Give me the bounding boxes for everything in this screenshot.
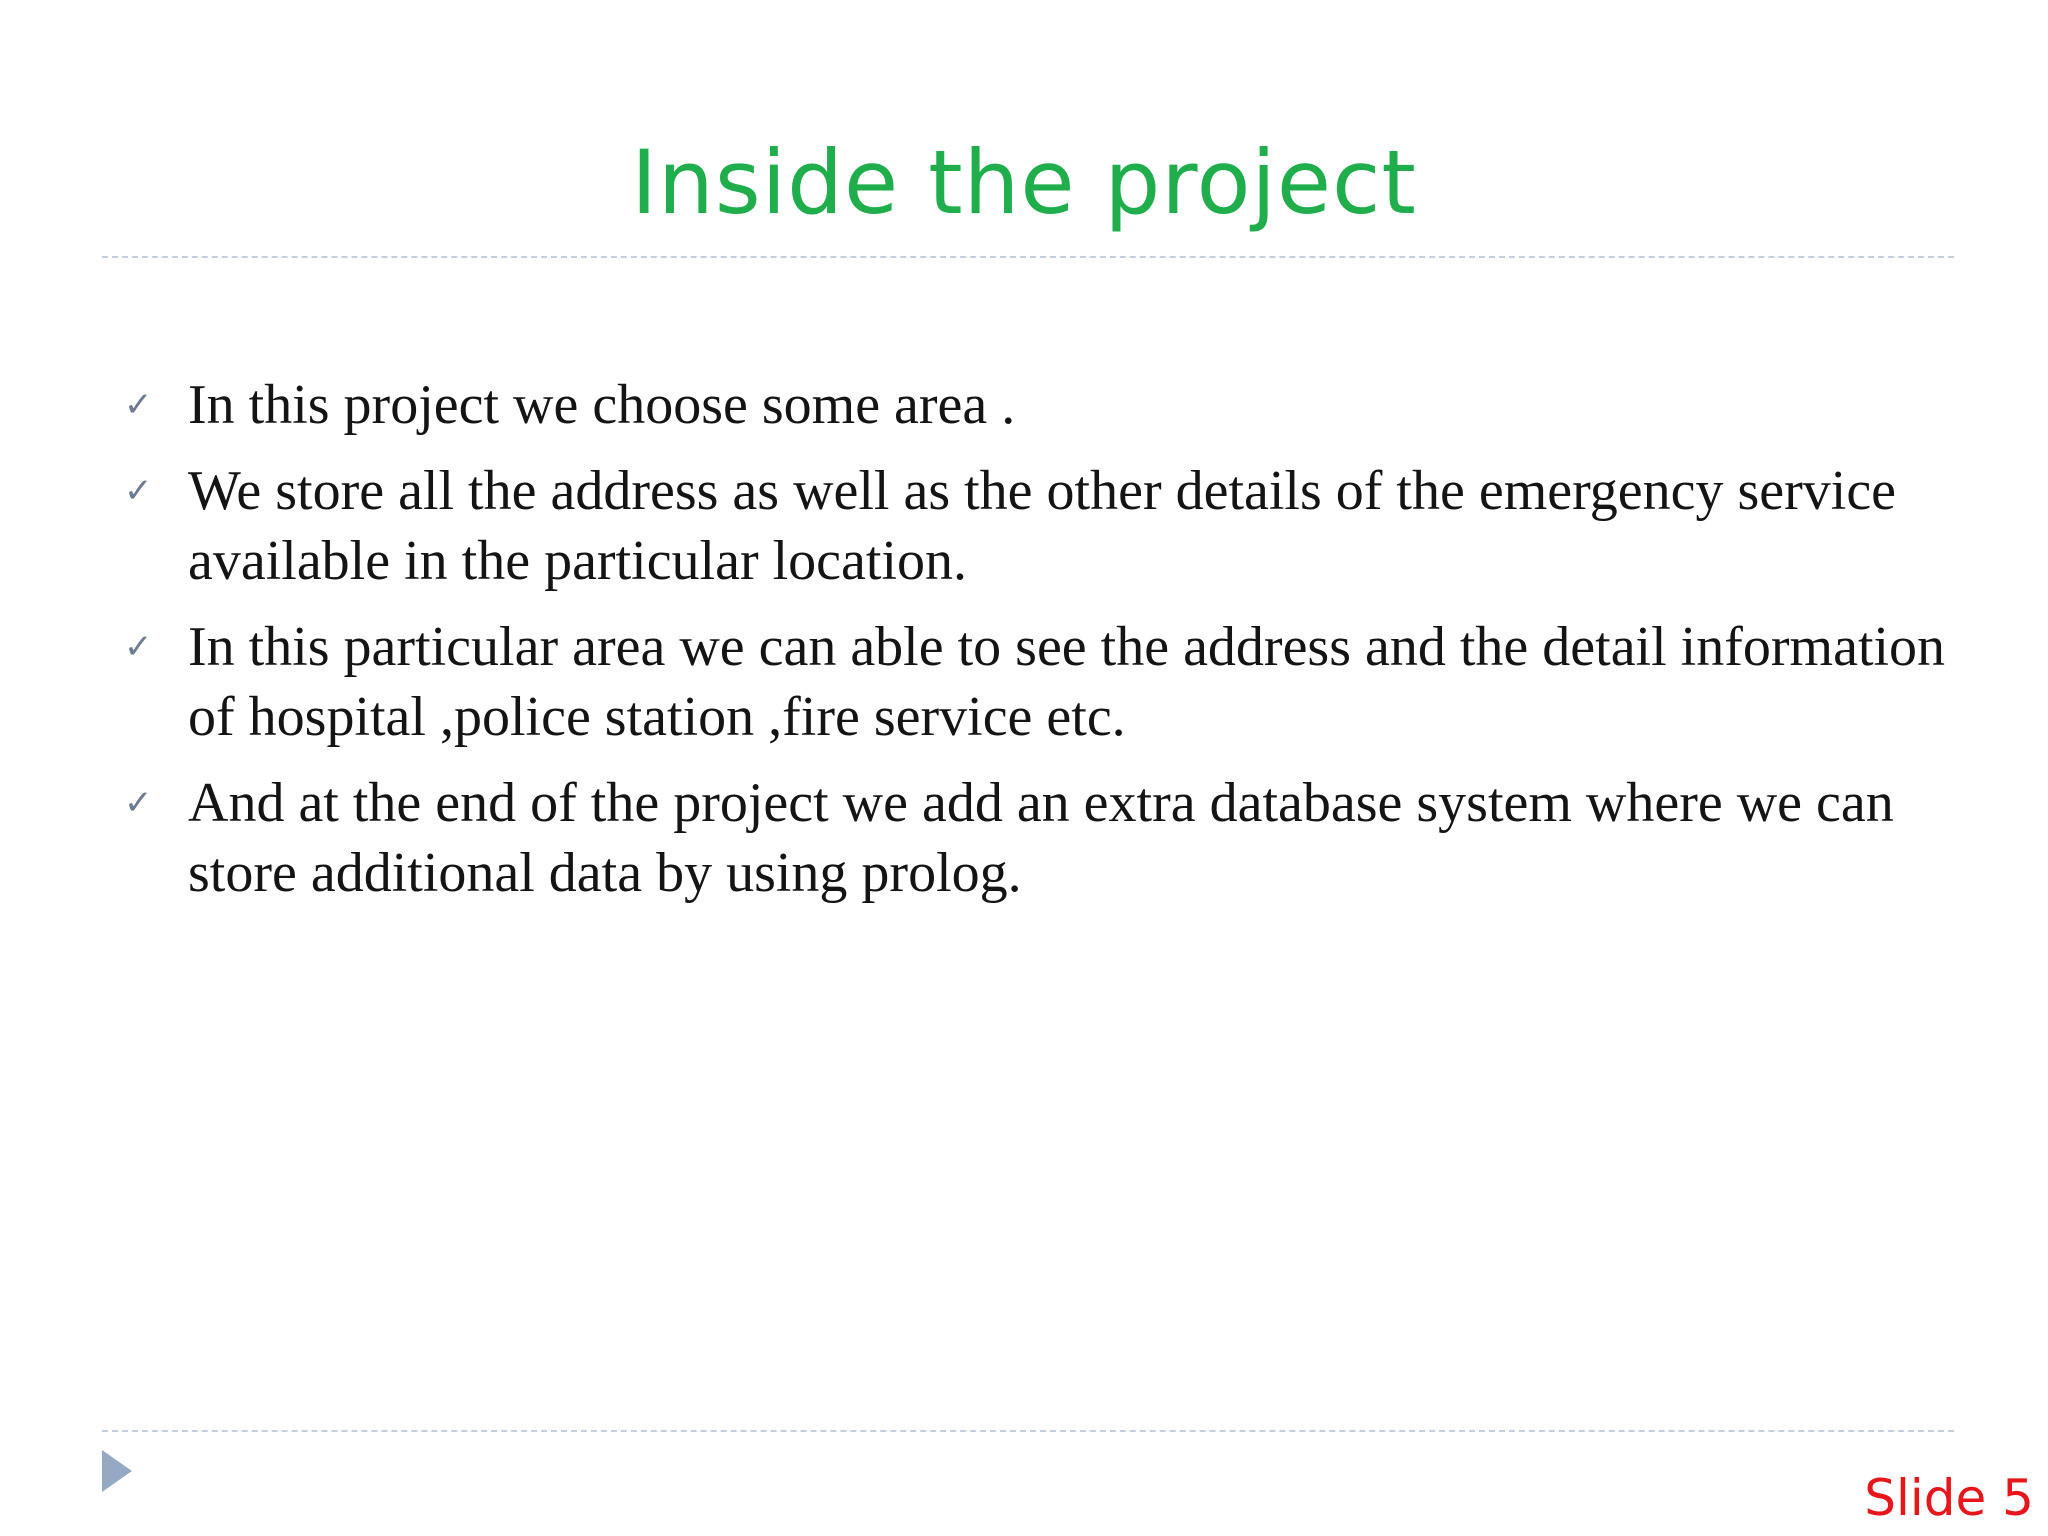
list-item: [120, 370, 1950, 440]
checkmark-icon: ✓: [124, 627, 153, 667]
list-item: [120, 612, 1950, 752]
title-divider: [102, 256, 1954, 258]
list-item: [120, 768, 1950, 908]
list-item: [120, 456, 1950, 596]
slide-number: Slide 5: [1864, 1469, 2034, 1527]
checkmark-icon: ✓: [124, 385, 153, 425]
checkmark-icon: ✓: [124, 471, 153, 511]
bullet-text: In this project we choose some area .: [188, 374, 1016, 436]
bullet-list: [120, 370, 1950, 924]
slide-title: Inside the project: [631, 131, 1417, 234]
checkmark-icon: ✓: [124, 783, 153, 823]
footer-divider: [102, 1430, 1954, 1432]
bullet-text: And at the end of the project we add an extra database system where we can store additional data by using prolog.: [188, 772, 1894, 904]
bullet-text: We store all the address as well as the other details of the emergency service available in the particular location.: [188, 460, 1897, 592]
play-triangle-icon: [102, 1450, 132, 1492]
bullet-text: In this particular area we can able to see the address and the detail information of hospital ,police station ,fire service etc.: [188, 616, 1946, 748]
